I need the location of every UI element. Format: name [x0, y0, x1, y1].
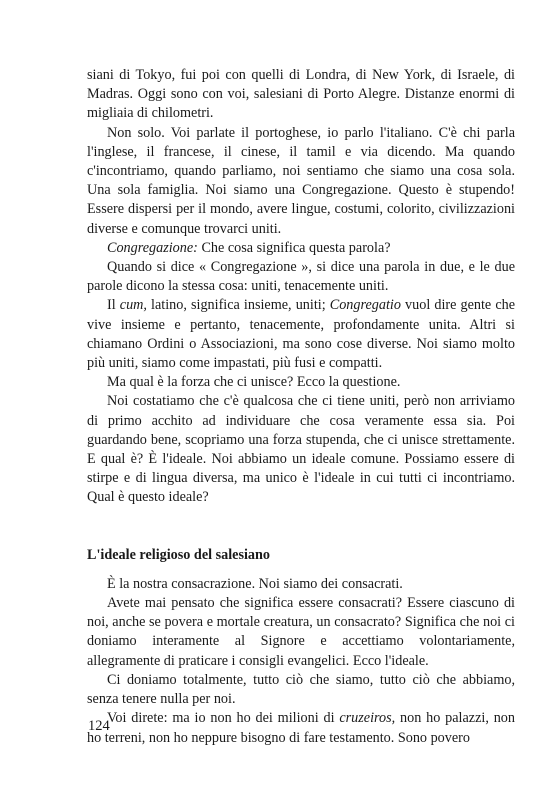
paragraph	[87, 239, 515, 258]
paragraph	[87, 66, 515, 124]
text-run: non ho palazzi, non ho terreni, non ho neppure bisogno di fare testamento. Sono povero	[87, 710, 515, 746]
text-run: siani di Tokyo, fui poi con quelli di Londra, di New York, di Israele, di Madras. Oggi sono con voi, salesiani di Porto Alegre. Distanze enormi di migliaia di chilometri.	[87, 67, 515, 122]
text-run: Noi costatiamo che c'è qualcosa che ci tiene uniti, però non arriviamo di primo acchito ad individuare che cosa veramente essa sia. Poi guardando bene, scopriamo una forza stupenda, che ci unisce strettamente. E qual è? È l'ideale. Noi abbiamo un ideale comune. Possiamo essere di stirpe e di lingua diversa, ma unico è l'ideale in cui tutti ci incontriamo. Qual è questo ideale?	[87, 393, 515, 506]
page-number: 124	[88, 718, 110, 734]
body-text	[87, 66, 515, 748]
paragraph	[87, 594, 515, 671]
paragraph	[87, 671, 515, 709]
section-heading: L'ideale religioso del salesiano	[87, 546, 270, 563]
italic-text: cruzeiros,	[339, 710, 396, 727]
text-run: latino, significa insieme, uniti;	[146, 297, 330, 314]
paragraph	[87, 296, 515, 373]
italic-text: Congregatio	[329, 297, 401, 314]
text-run: Avete mai pensato che significa essere consacrati? Essere ciascuno di noi, anche se povera e mortale creatura, un consacrato? Significa che noi ci doniamo interamente al Signore e accettiamo volontariamente, allegramente di praticare i consigli evangelici. Ecco l'ideale.	[87, 595, 515, 669]
paragraphs-after-heading	[87, 575, 515, 748]
paragraph	[87, 709, 515, 747]
paragraph	[87, 258, 515, 296]
text-run: vuol dire gente che vive insieme e pertanto, tenacemente, profondamente unita. Altri si chiamano Ordini o Associazioni, ma sono cose diverse. Noi siamo molto più uniti, siamo come impastati, più fusi e compatti.	[87, 297, 516, 372]
text-run: Voi direte: ma io non ho dei milioni di	[107, 710, 340, 727]
text-run: È la nostra consacrazione. Noi siamo dei consacrati.	[107, 575, 403, 592]
text-run: Ci doniamo totalmente, tutto ciò che siamo, tutto ciò che abbiamo, senza tenere nulla per noi.	[87, 671, 515, 708]
paragraph	[87, 392, 515, 507]
paragraph	[87, 124, 515, 239]
text-run: Che cosa significa questa parola?	[197, 239, 391, 256]
text-run: Ma qual è la forza che ci unisce? Ecco la questione.	[107, 374, 401, 391]
italic-text: Congregazione:	[107, 239, 198, 256]
text-run: Quando si dice « Congregazione », si dice una parola in due, e le due parole dicono la stessa cosa: uniti, tenacemente uniti.	[87, 259, 515, 295]
italic-text: cum,	[119, 297, 147, 314]
paragraph	[87, 575, 515, 594]
paragraph	[87, 373, 515, 392]
text-run: Non solo. Voi parlate il portoghese, io parlo l'italiano. C'è chi parla l'inglese, il francese, il cinese, il tamil e via dicendo. Ma quando c'incontriamo, quando parliamo, noi sentiamo che siamo una cosa sola. Una sola famiglia. Noi siamo una Congregazione. Questo è stupendo! Essere dispersi per il mondo, avere lingue, costumi, colorito, civilizzazioni diverse e comunque trovarci uniti.	[87, 124, 515, 237]
text-run: Il	[107, 297, 120, 314]
paragraphs-before-heading	[87, 66, 515, 508]
